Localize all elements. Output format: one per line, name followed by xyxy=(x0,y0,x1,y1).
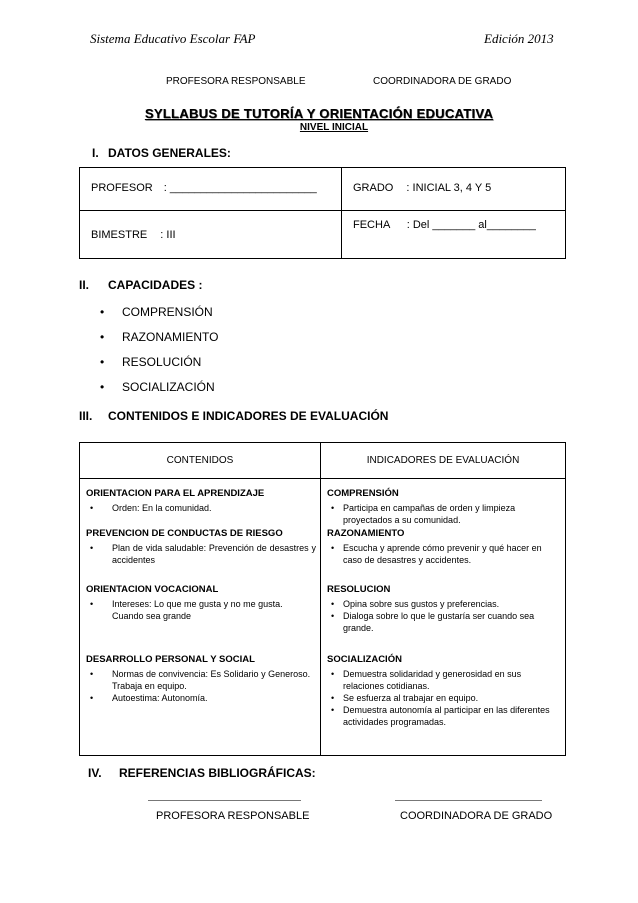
list-item: • Se esfuerza al trabajar en equipo. xyxy=(327,692,561,704)
list-item: • Dialoga sobre lo que le gustaría ser cuando sea grande. xyxy=(327,610,561,634)
list-item: • COMPRENSIÓN xyxy=(96,305,396,319)
profesor-cell xyxy=(80,168,342,211)
bimestre-value: : III xyxy=(160,229,176,241)
column-header-indicadores: INDICADORES DE EVALUACIÓN xyxy=(321,443,566,479)
list-item: • Orden: En la comunidad. xyxy=(86,502,316,514)
table-row xyxy=(86,654,316,704)
list-item: • Opina sobre sus gustos y preferencias. xyxy=(327,598,561,610)
signature-line-right xyxy=(395,800,542,801)
top-role-right: COORDINADORA DE GRADO xyxy=(373,76,512,87)
section-3-number: III. xyxy=(79,409,93,423)
signature-line-left xyxy=(148,800,301,801)
list-item: • SOCIALIZACIÓN xyxy=(96,380,396,394)
list-item: • Intereses: Lo que me gusta y no me gusta. Cuando sea grande xyxy=(86,598,316,622)
indicador-heading: SOCIALIZACIÓN xyxy=(327,654,402,665)
section-3-title: CONTENIDOS E INDICADORES DE EVALUACIÓN xyxy=(108,409,389,423)
signature-label-left: PROFESORA RESPONSABLE xyxy=(156,810,310,822)
table-row xyxy=(327,654,561,728)
signature-label-right: COORDINADORA DE GRADO xyxy=(400,810,553,822)
list-item: • Plan de vida saludable: Prevención de desastres y accidentes xyxy=(86,542,316,566)
contenido-heading: PREVENCION DE CONDUCTAS DE RIESGO xyxy=(86,528,283,539)
profesor-label: PROFESOR xyxy=(91,182,153,194)
section-2-number: II. xyxy=(79,278,90,292)
column-header-contenidos: CONTENIDOS xyxy=(80,443,321,479)
fecha-value: : Del _______ al________ xyxy=(406,219,536,231)
table-row xyxy=(86,584,316,654)
page-subtitle: NIVEL INICIAL xyxy=(299,122,369,133)
list-item: • Escucha y aprende cómo prevenir y qué hacer en caso de desastres y accidentes. xyxy=(327,542,561,566)
capacidades-list xyxy=(96,305,396,405)
section-4-number: IV. xyxy=(88,766,102,780)
header-left: Sistema Educativo Escolar FAP xyxy=(90,31,256,46)
table-row xyxy=(86,528,316,584)
indicador-heading: RAZONAMIENTO xyxy=(327,528,405,539)
indicador-heading: RESOLUCION xyxy=(327,584,391,595)
grado-cell xyxy=(342,168,566,211)
section-1-number: I. xyxy=(92,146,99,160)
contenido-heading: ORIENTACION VOCACIONAL xyxy=(86,584,219,595)
fecha-cell xyxy=(342,211,566,259)
list-item: • Demuestra autonomía al participar en las diferentes actividades programadas. xyxy=(327,704,561,728)
grado-value: : INICIAL 3, 4 Y 5 xyxy=(406,182,492,194)
datos-table xyxy=(79,167,566,259)
list-item: • Normas de convivencia: Es Solidario y Generoso. Trabaja en equipo. xyxy=(86,668,316,692)
contenido-heading: DESARROLLO PERSONAL Y SOCIAL xyxy=(86,654,255,665)
fecha-label: FECHA xyxy=(353,219,390,231)
list-item: • RESOLUCIÓN xyxy=(96,355,396,369)
indicadores-cell xyxy=(321,479,566,756)
table-row xyxy=(86,488,316,528)
page-title: SYLLABUS DE TUTORÍA Y ORIENTACIÓN EDUCATIVA xyxy=(144,106,494,121)
section-2-title: CAPACIDADES : xyxy=(108,278,203,292)
list-item: • Participa en campañas de orden y limpieza proyectados a su comunidad. xyxy=(327,502,561,526)
contenido-heading: ORIENTACION PARA EL APRENDIZAJE xyxy=(86,488,265,499)
bimestre-label: BIMESTRE xyxy=(91,229,148,241)
profesor-value: : ________________________ xyxy=(163,182,317,194)
header-right: Edición 2013 xyxy=(484,31,554,46)
table-row xyxy=(327,528,561,584)
table-row xyxy=(327,488,561,528)
section-4-title: REFERENCIAS BIBLIOGRÁFICAS: xyxy=(119,766,316,780)
table-row xyxy=(327,584,561,654)
top-role-left: PROFESORA RESPONSABLE xyxy=(166,76,306,87)
contenidos-table xyxy=(79,442,566,756)
section-1-title: DATOS GENERALES: xyxy=(108,146,231,160)
list-item: • RAZONAMIENTO xyxy=(96,330,396,344)
list-item: • Demuestra solidaridad y generosidad en sus relaciones cotidianas. xyxy=(327,668,561,692)
contenidos-cell xyxy=(80,479,321,756)
indicador-heading: COMPRENSIÓN xyxy=(327,488,399,499)
list-item: • Autoestima: Autonomía. xyxy=(86,692,316,704)
grado-label: GRADO xyxy=(353,182,394,194)
bimestre-cell xyxy=(80,211,342,259)
